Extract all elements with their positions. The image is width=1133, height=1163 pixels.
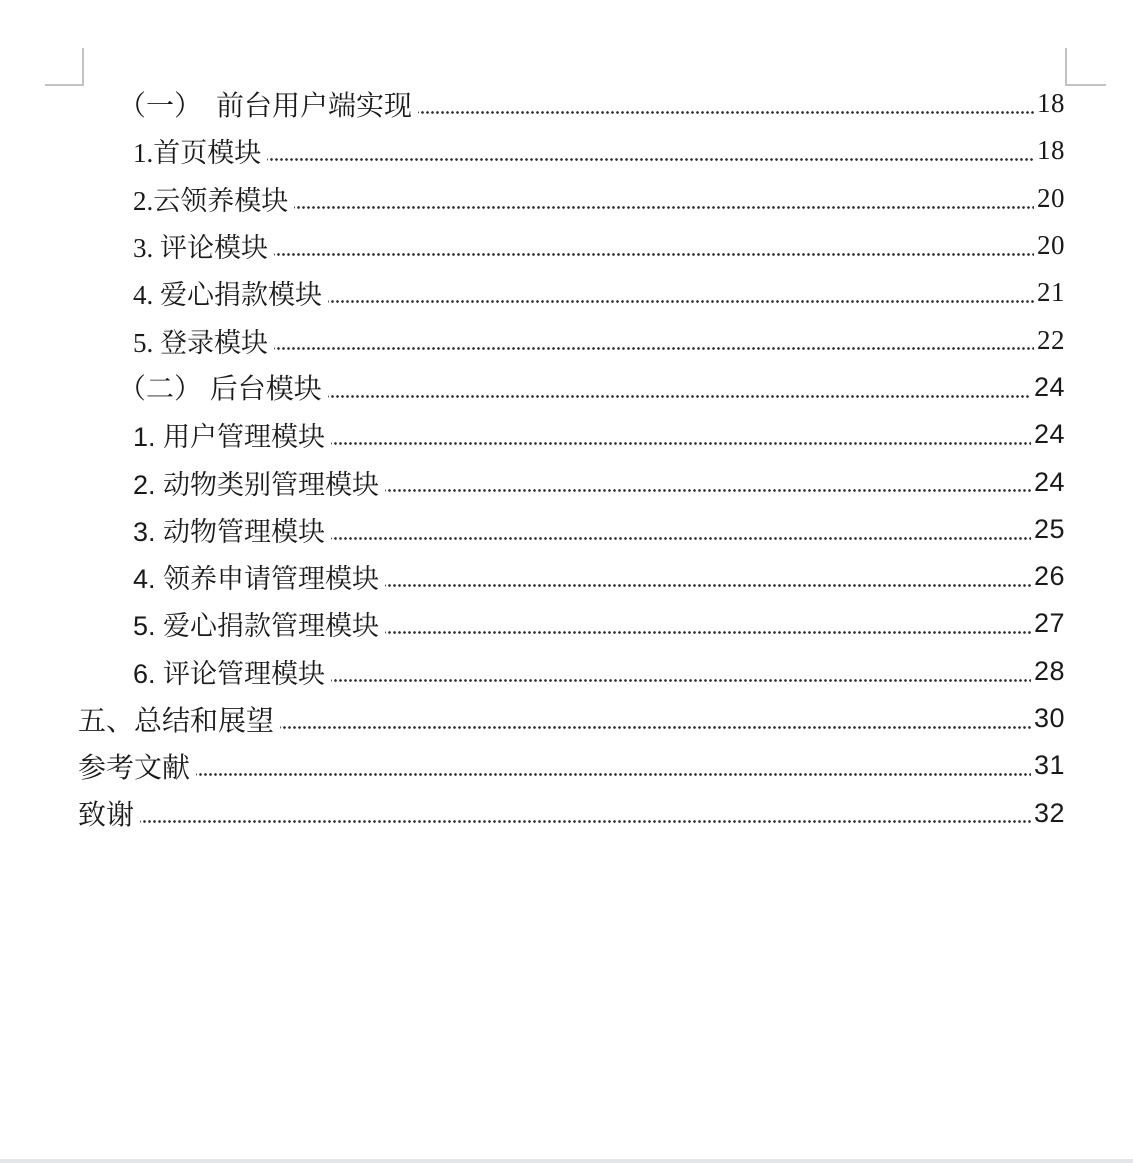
toc-entry[interactable]	[78, 458, 1065, 505]
dot-leader	[294, 175, 1034, 222]
dot-leader	[328, 364, 1031, 411]
toc-entry[interactable]	[78, 316, 1065, 363]
toc-entry-title[interactable]: 1.首页模块	[133, 138, 262, 169]
toc-entry-title[interactable]: 4. 领养申请管理模块	[133, 564, 380, 595]
dot-leader	[280, 695, 1031, 742]
toc-entry[interactable]	[78, 127, 1065, 174]
toc-entry-page-number: 32	[1033, 797, 1065, 828]
toc-entry-title[interactable]: 6. 评论管理模块	[133, 658, 326, 689]
toc-entry-title[interactable]: 2.云领养模块	[133, 185, 289, 216]
toc-entry-page-number: 31	[1033, 750, 1065, 781]
toc-entry[interactable]	[78, 222, 1065, 269]
toc-entry-title[interactable]: 1. 用户管理模块	[133, 422, 326, 453]
toc-entry-page-number: 28	[1033, 655, 1065, 686]
dot-leader	[331, 411, 1031, 458]
page-margin-mark-top-right	[1065, 48, 1106, 86]
toc-entry-title[interactable]: 5. 爱心捐款管理模块	[133, 611, 380, 642]
toc-entry-page-number: 25	[1033, 513, 1065, 544]
toc-entry[interactable]	[78, 789, 1065, 836]
toc-entry-page-number: 26	[1033, 561, 1065, 592]
toc-entry-page-number: 27	[1033, 608, 1065, 639]
toc-entry[interactable]	[78, 364, 1065, 411]
dot-leader	[331, 648, 1031, 695]
toc-entry-title[interactable]: 五、总结和展望	[78, 704, 275, 736]
toc-entry-title[interactable]: 3. 动物管理模块	[133, 516, 326, 547]
toc-entry-title[interactable]: 致谢	[78, 799, 135, 831]
toc-entry-title[interactable]: 5. 登录模块	[133, 327, 268, 358]
dot-leader	[385, 458, 1031, 505]
page-bottom-edge	[0, 1159, 1133, 1163]
toc-entry-title[interactable]: 4. 爱心捐款模块	[133, 280, 322, 311]
toc-entry[interactable]	[78, 695, 1065, 742]
toc-entry[interactable]	[78, 411, 1065, 458]
table-of-contents	[78, 80, 1065, 837]
toc-entry[interactable]	[78, 553, 1065, 600]
toc-entry[interactable]	[78, 175, 1065, 222]
toc-entry[interactable]	[78, 506, 1065, 553]
toc-entry-title[interactable]: （一） 前台用户端实现	[118, 90, 413, 122]
toc-entry-page-number: 18	[1037, 135, 1065, 166]
dot-leader	[267, 127, 1034, 174]
dot-leader	[331, 506, 1031, 553]
toc-entry[interactable]	[78, 648, 1065, 695]
toc-entry-page-number: 24	[1033, 419, 1065, 450]
dot-leader	[274, 222, 1034, 269]
toc-entry-title[interactable]: 3. 评论模块	[133, 233, 268, 264]
toc-entry-page-number: 30	[1033, 703, 1065, 733]
dot-leader	[140, 789, 1031, 836]
toc-entry[interactable]	[78, 600, 1065, 647]
toc-entry-page-number: 18	[1037, 88, 1065, 119]
dot-leader	[328, 269, 1034, 316]
dot-leader	[385, 600, 1031, 647]
toc-entry-page-number: 22	[1037, 324, 1065, 355]
toc-entry-title[interactable]: 参考文献	[78, 751, 191, 783]
toc-entry[interactable]	[78, 742, 1065, 789]
toc-entry-page-number: 24	[1033, 466, 1065, 497]
toc-entry-page-number: 24	[1033, 371, 1065, 402]
toc-entry-page-number: 20	[1037, 230, 1065, 261]
dot-leader	[418, 80, 1034, 127]
toc-entry[interactable]	[78, 80, 1065, 127]
toc-entry-page-number: 21	[1037, 277, 1065, 308]
dot-leader	[385, 553, 1031, 600]
dot-leader	[196, 742, 1031, 789]
dot-leader	[274, 316, 1034, 363]
toc-entry-page-number: 20	[1037, 182, 1065, 213]
toc-entry-title[interactable]: （二） 后台模块	[118, 373, 322, 405]
toc-entry-title[interactable]: 2. 动物类别管理模块	[133, 469, 380, 500]
toc-entry[interactable]	[78, 269, 1065, 316]
